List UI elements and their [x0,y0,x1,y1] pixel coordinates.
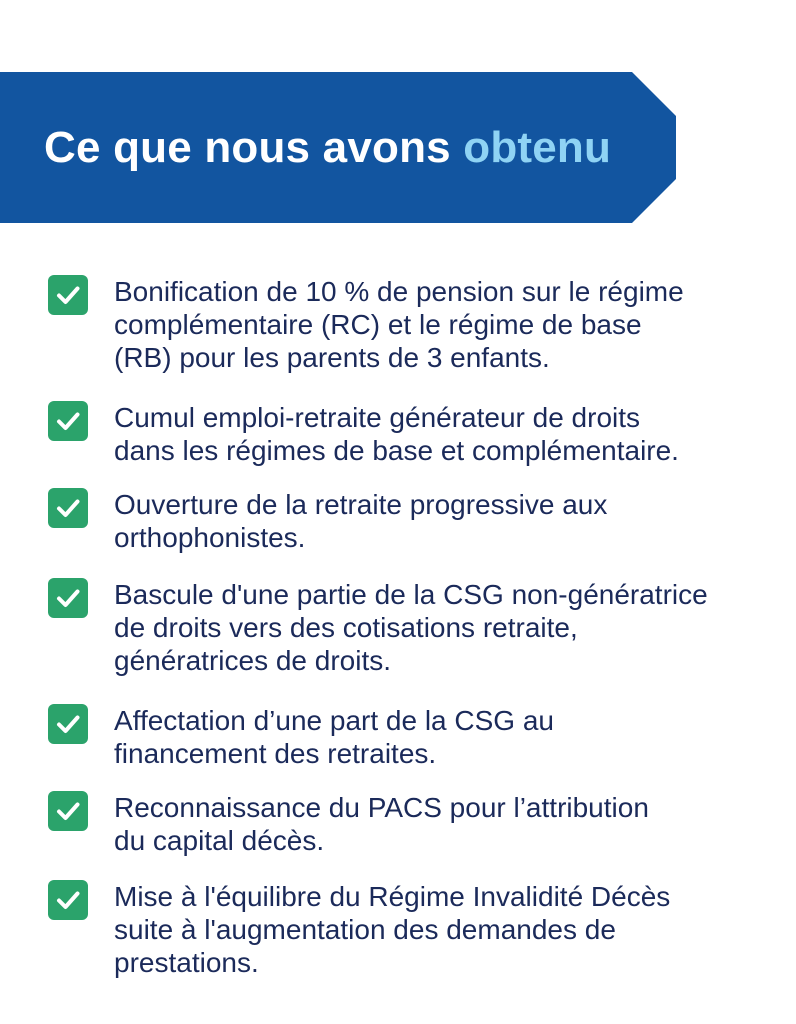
list-item-text: Mise à l'équilibre du Régime Invalidité Décès suite à l'augmentation des demandes de prestations. [114,881,671,978]
list-item-text: Affectation d’une part de la CSG au financement des retraites. [114,705,554,769]
check-icon [48,275,88,315]
list-item-text: Reconnaissance du PACS pour l’attribution du capital décès. [114,792,649,856]
check-icon [48,488,88,528]
list-item-text: Ouverture de la retraite progressive aux orthophonistes. [114,489,608,553]
title-accent: obtenu [463,123,612,172]
check-icon [48,880,88,920]
check-icon [48,401,88,441]
check-icon [48,704,88,744]
list-item-text: Cumul emploi-retraite générateur de droits dans les régimes de base et complémentaire. [114,402,679,466]
check-icon [48,578,88,618]
list-item-text: Bascule d'une partie de la CSG non-génératrice de droits vers des cotisations retraite, génératrices de droits. [114,579,708,676]
check-icon [48,791,88,831]
list-item-text: Bonification de 10 % de pension sur le régime complémentaire (RC) et le régime de base (RB) pour les parents de 3 enfants. [114,276,684,373]
title-main: Ce que nous avons [44,123,464,172]
